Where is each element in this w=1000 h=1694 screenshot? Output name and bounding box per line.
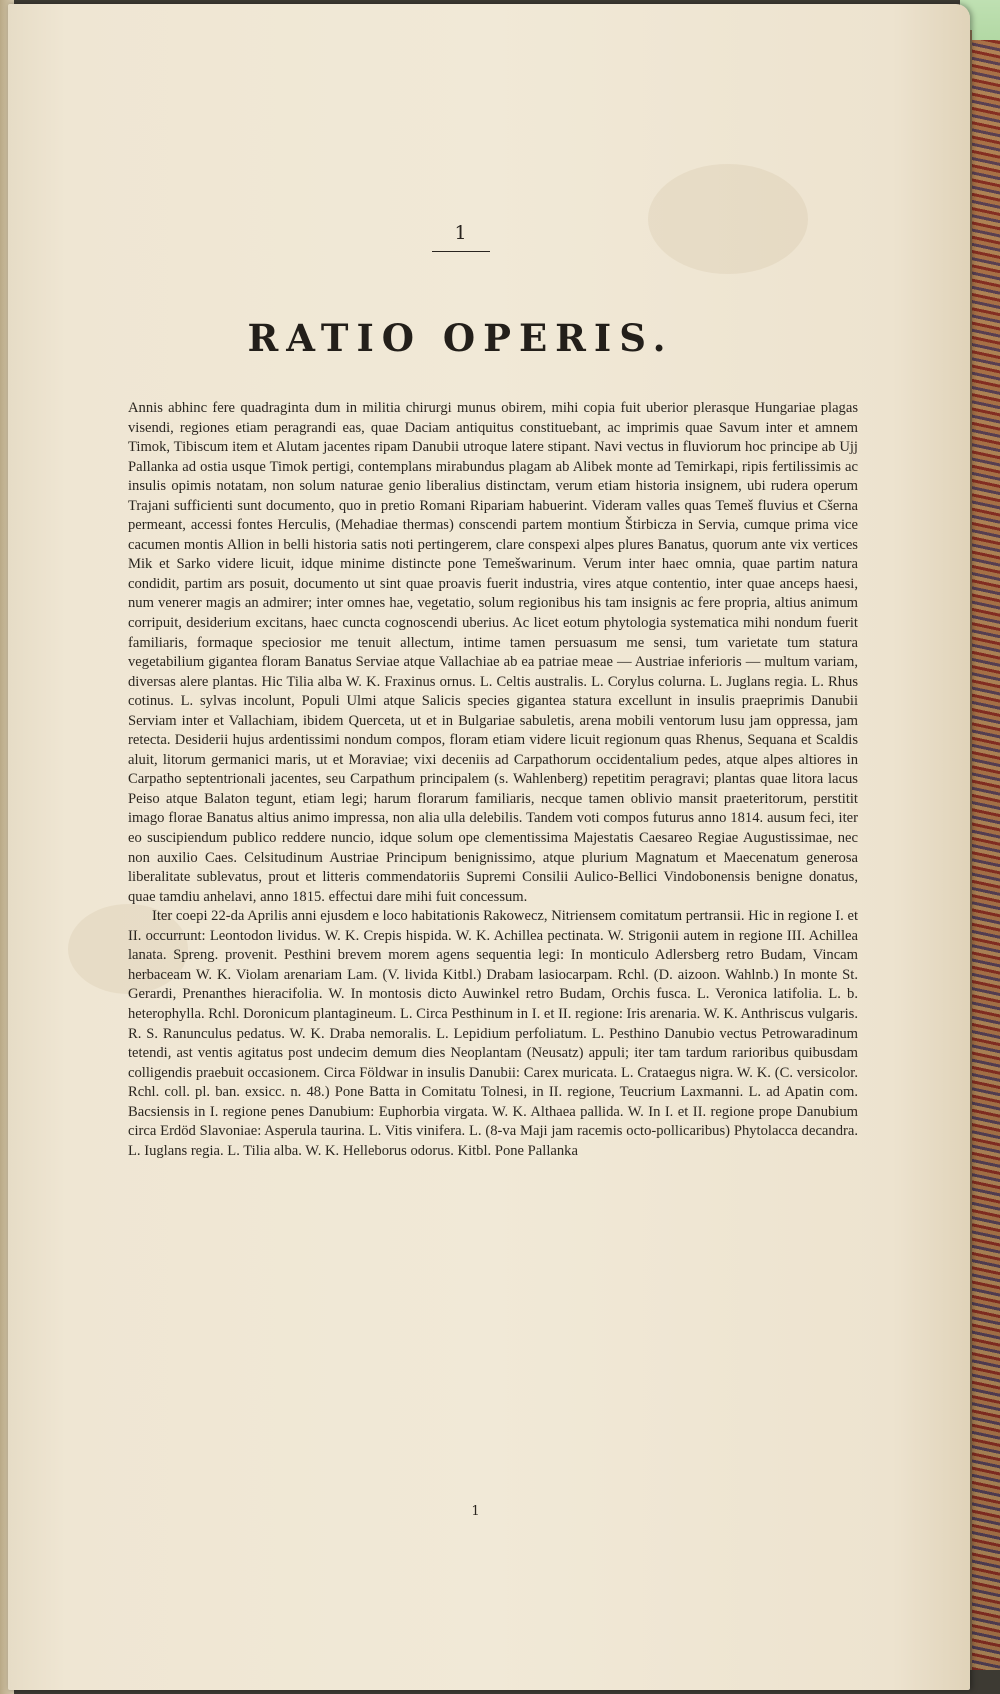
book-page <box>8 4 970 1690</box>
paragraph: Annis abhinc fere quadraginta dum in militia chirurgi munus obirem, mihi copia fuit uberior plerasque Hungariae plagas visendi, regiones etiam peragrandi eas, quae Daciam antiquitus constituebant, ac imprimis quae Savum inter et amnem Timok, Tibiscum item et Alutam jacentes ripam Danubii utroque latere stipant. Navi vectus in fluviorum hoc principe ab Ujj Pallanka ad ostia usque Timok pertigi, contemplans mirabundus plagam ab Alibek monte ad Temirkapi, ripis fertilissimis ac insulis opimis notatam, non solum naturae genio liberalius distinctam, verum etiam historia insignem, ubi rudera operum Trajani sufficienti sunt documento, quo in pretio Romani Ripariam habuerint. Videram valles quas Temeš fluvius et Cšerna permeant, accessi fontes Herculis, (Mehadiae thermas) conscendi partem montium Štirbicza in Servia, cumque prima vice cacumen montis Allion in belli historia satis noti pertingerem, clare conspexi alpes plures Banatus, quorum ante vix vertices Mik et Sarko videre licuit, idque minime distincte pone Temešwarinum. Verum inter haec omnia, quae partim natura condidit, partim ars posuit, documento ut sint quae proavis fuerit industria, vires atque contentio, inter quae anceps haesi, num venerer magis an admirer; inter omnes hae, vegetatio, solum regionibus his tam insignis ac fere propria, altius animum corripuit, desiderium excitans, haec cuncta cognoscendi uberius. Ac licet eotum phytologia systematica mihi nondum fuerit familiaris, formaque speciosior me tenuit allectum, intime tamen persuasum me sensi, tum varietate tum statura vegetabilium gigantea floram Banatus Serviae atque Vallachiae ab ea patriae meae — Austriae inferioris — multum variam, diversas alere plantas. Hic Tilia alba W. K. Fraxinus ornus. L. Celtis australis. L. Corylus colurna. L. Juglans regia. L. Rhus cotinus. L. sylvas incolunt, Populi Ulmi atque Salicis species gigantea statura excellunt in insulis praeprimis Danubii Serviam inter et Vallachiam, ibidem Querceta, ut et in Bulgariae sabuletis, arena mobili ventorum lusu jam oppressa, jam retecta. Desiderii hujus ardentissimi nondum compos, floram etiam videre licuit regionum quas Rhenus, Sequana et Scaldis aluit, litorum germanici maris, ut et Moraviae; vixi deceniis ad Carpathorum occidentalium pedes, atque alpes altiores in Carpatho septentrionali jacentes, seu Carpathum principalem (s. Wahlenberg) repetitim peragravi; plantas quae litora lacus Peiso atque Balaton tegunt, etiam legi; harum florarum familiaris, necque tamen oblivio mansit praeteritorum, perstitit imago florae Banatus altius animo impressa, non alia ulla delebilis. Tandem voti compos futurus anno 1814. ausum feci, iter eo suscipiendum publico reddere nuncio, idque solum ope clementissima Majestatis Caesareo Regiae Augustissimae, nec non auxilio Caes. Celsitudinum Austriae Principum benignissimo, atque plurium Magnatum et Maecenatum generosa liberalitate sublevatus, prout et litteris commendatoriis Supremi Consilii Aulico-Bellici Vindobonensis benigne donatus, quae tamdiu anhelavi, anno 1815. effectui dare mihi fuit concessum. <box>128 400 858 905</box>
page-number: 1 <box>454 222 467 244</box>
title-rule <box>432 251 490 252</box>
signature-mark: 1 <box>471 1504 480 1519</box>
marbled-edge <box>972 40 1000 1670</box>
paragraph: Iter coepi 22-da Aprilis anni ejusdem e loco habitationis Rakowecz, Nitriensem comitatum pertransii. Hic in regione I. et II. occurrunt: Leontodon lividus. W. K. Crepis hispida. W. K. Achillea pectinata. W. Strigonii autem in regione III. Achillea lanata. Spreng. provenit. Pesthini brevem morem agens sequentia legi: In monticulo Adlersberg retro Budam, Vincam herbaceam W. K. Violam arenariam Lam. (V. livida Kitbl.) Drabam lasiocarpam. Rchl. (D. aizoon. Wahlnb.) In monte St. Gerardi, Prenanthes hieracifolia. W. In montosis dicto Auwinkel retro Budam, Orchis fusca. L. Veronica latifolia. L. b. heterophylla. Rchl. Doronicum plantagineum. L. Circa Pesthinum in I. et II. regione: Iris arenaria. W. K. Anthriscus vulgaris. R. S. Ranunculus pedatus. W. K. Draba nemoralis. L. Lepidium perfoliatum. L. Pesthino Danubio vectus Petrowaradinum tetendi, ast ventis agitatus post undecim demum dies Neoplantam (Neusatz) appuli; iter tam tardum rarioribus quibusdam colligendis praebuit occasionem. Circa Földwar in insulis Danubii: Carex muricata. L. Crataegus nigra. W. K. (C. versicolor. Rchl. coll. pl. ban. exsicc. n. 48.) Pone Batta in Comitatu Tolnesi, in II. regione, Teucrium Laxmanni. L. ad Apatin com. Bacsiensis in I. regione penes Danubium: Euphorbia virgata. W. K. Althaea pallida. W. In I. et II. regione prope Danubium circa Erdöd Slavoniae: Asperula taurina. L. Vitis vinifera. L. (8-va Maji jam racemis octo-pollicaribus) Phytolacca decandra. L. Iuglans regia. L. Tilia alba. W. K. Helleborus odorus. Kitbl. Pone Pallanka <box>128 908 858 1159</box>
page-title: RATIO OPERIS. <box>247 316 674 360</box>
body-text <box>128 399 858 1161</box>
paper-stain <box>648 164 808 274</box>
